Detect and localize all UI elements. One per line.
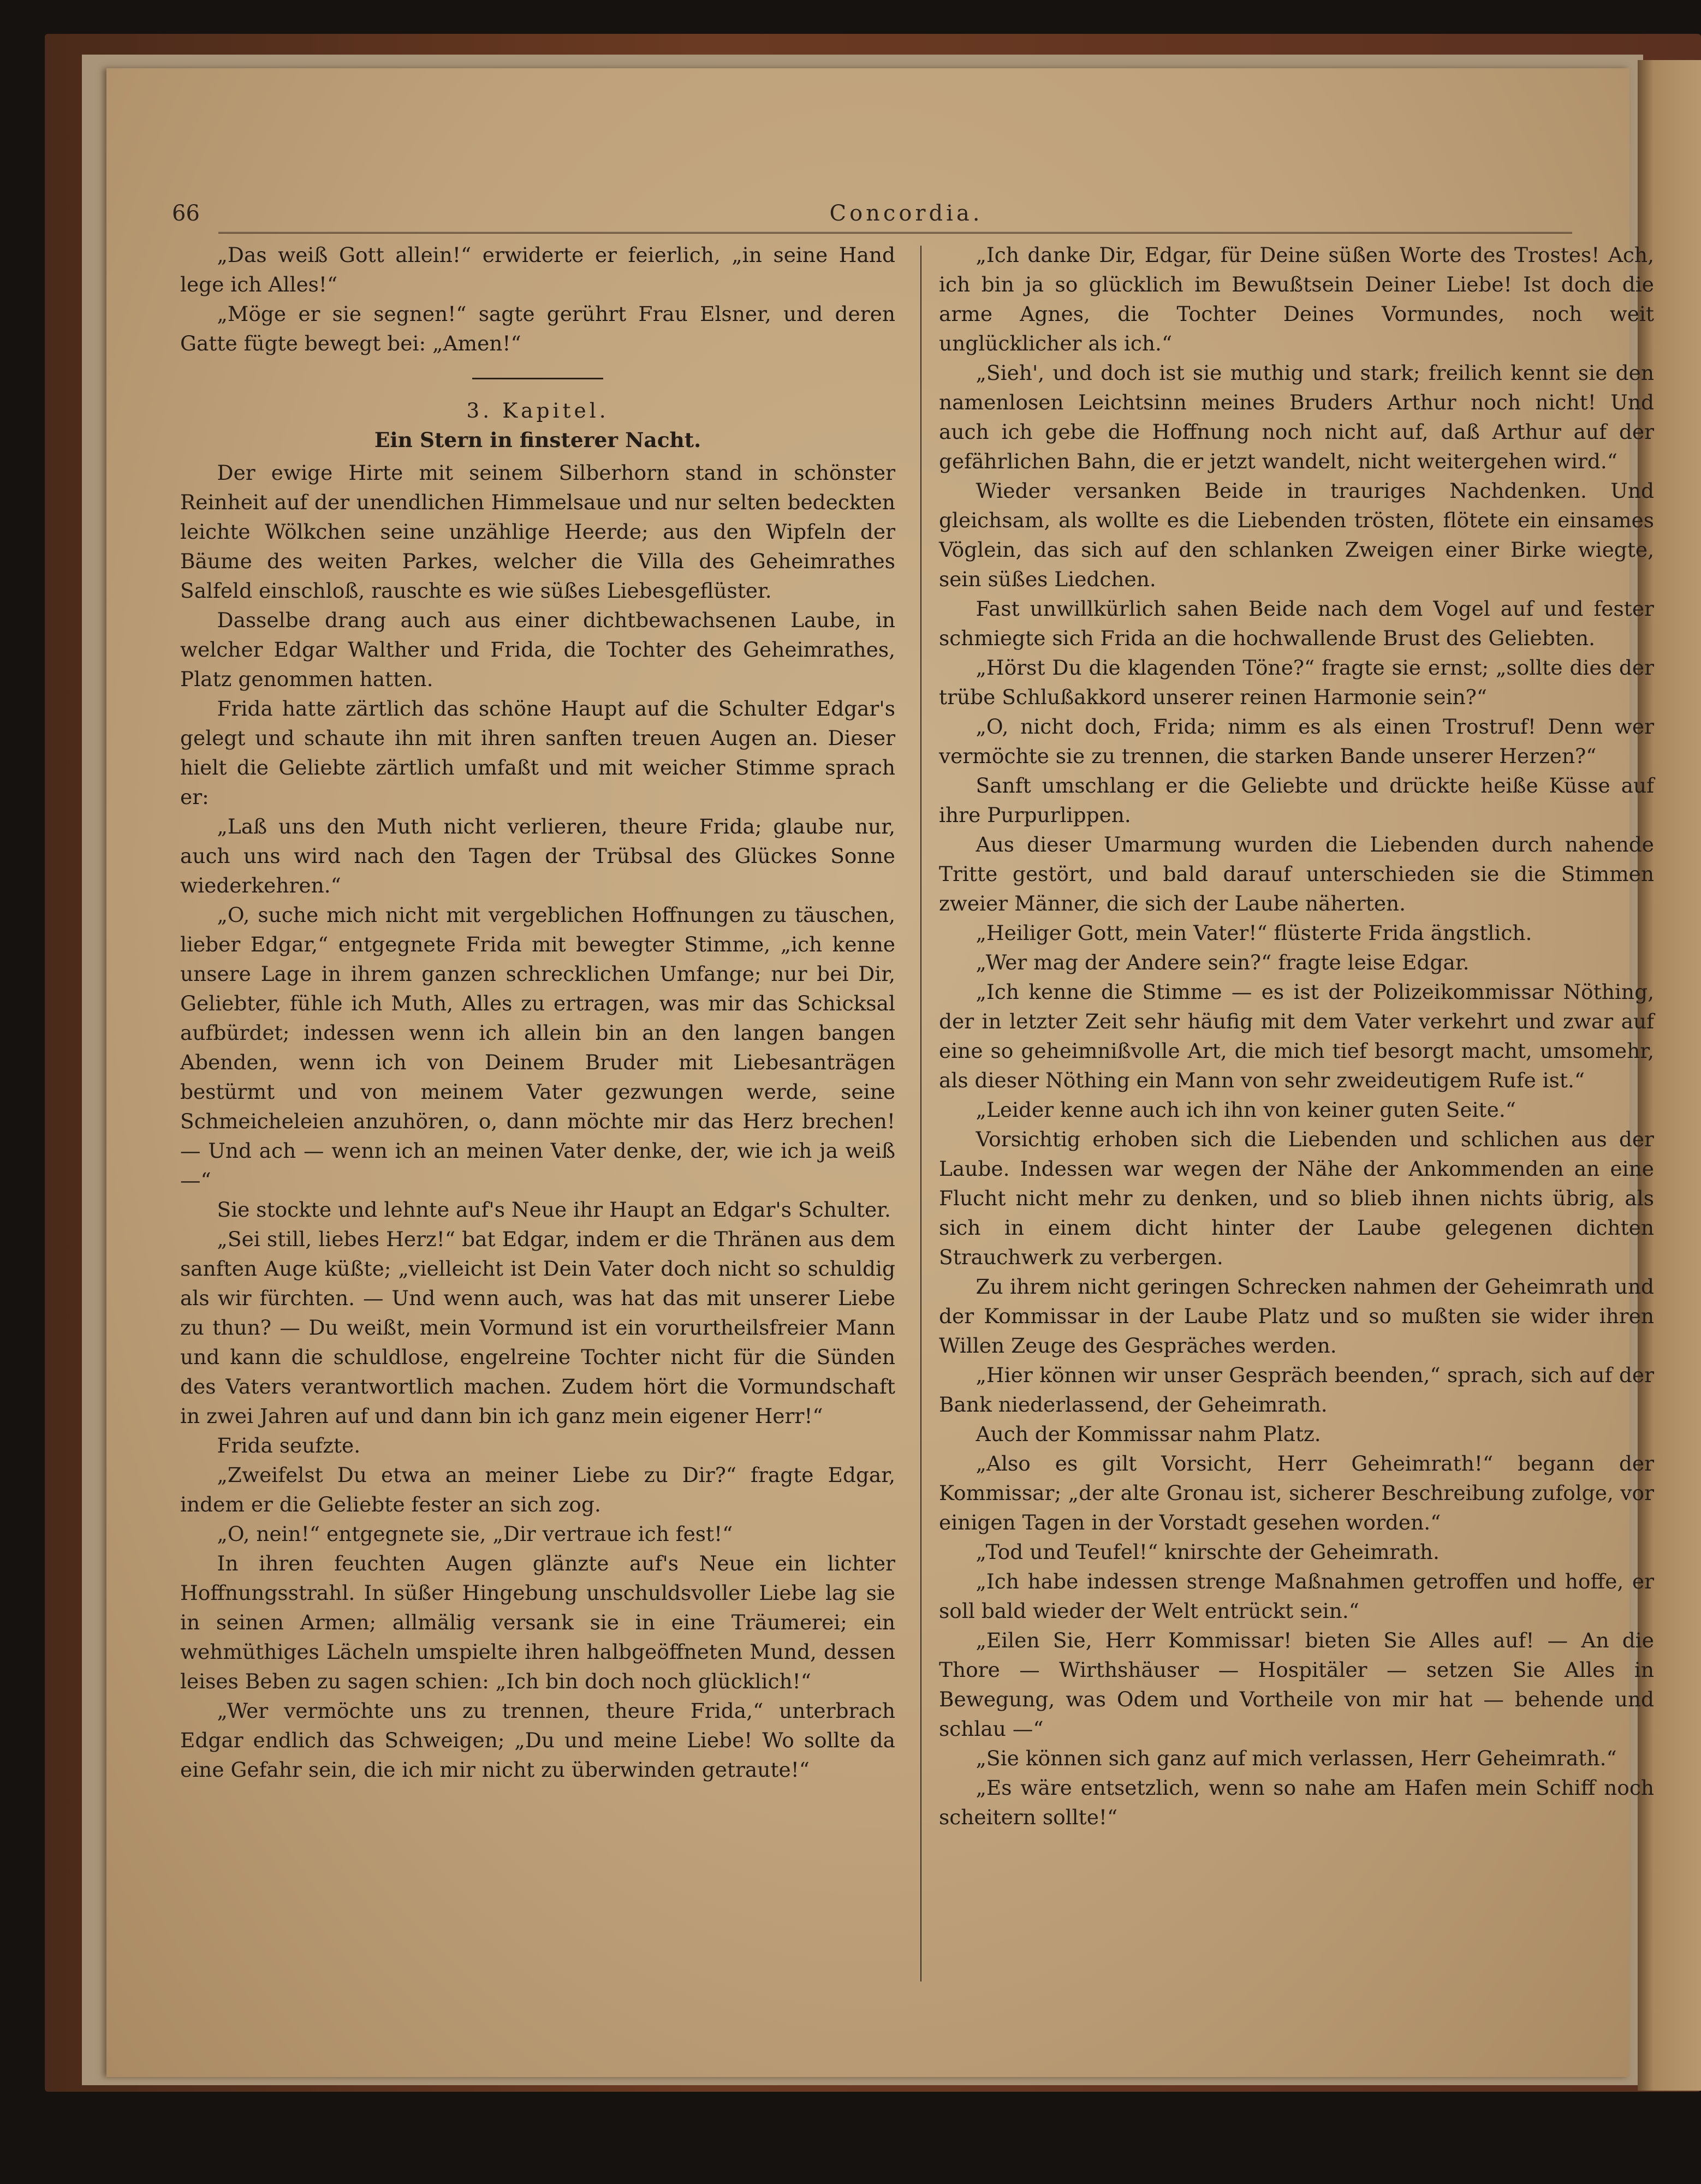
paragraph: Zu ihrem nicht geringen Schrecken nahmen der Geheimrath und der Kommissar in der Laube Platz und so mußten sie wider ihren Willen Zeuge des Gespräches werden. <box>939 1275 1654 1358</box>
running-title: Concordia. <box>829 201 983 226</box>
paragraph: „Leider kenne auch ich ihn von keiner guten Seite.“ <box>976 1098 1516 1122</box>
paragraph: „Hörst Du die klagenden Töne?“ fragte sie ernst; „sollte dies der trübe Schlußakkord unserer reinen Harmonie sein?“ <box>939 656 1654 709</box>
paragraph: „Sieh', und doch ist sie muthig und stark; freilich kennt sie den namenlosen Leichtsinn meines Bruders Arthur noch nicht! Und auch ich gebe die Hoffnung noch nicht auf, daß Arthur auf der gefährlichen Bahn, die er jetzt wandelt, nicht weitergehen wird.“ <box>939 361 1654 473</box>
paragraph: „Hier können wir unser Gespräch beenden,“ sprach, sich auf der Bank niederlassend, der Geheimrath. <box>939 1363 1654 1417</box>
paragraph: „O, nein!“ entgegnete sie, „Dir vertraue ich fest!“ <box>217 1522 733 1546</box>
paragraph: Wieder versanken Beide in trauriges Nachdenken. Und gleichsam, als wollte es die Liebenden trösten, flötete ein einsames Vöglein, das sich auf den schlanken Zweigen einer Birke wiegte, sein süßes Liedchen. <box>939 479 1654 591</box>
paragraph: „Es wäre entsetzlich, wenn so nahe am Hafen mein Schiff noch scheitern sollte!“ <box>939 1776 1654 1829</box>
paragraph: „Eilen Sie, Herr Kommissar! bieten Sie Alles auf! — An die Thore — Wirthshäuser — Hospitäler — setzen Sie Alles in Bewegung, was Odem und Vortheile von mir hat — behende und schlau —“ <box>939 1628 1654 1741</box>
paragraph: „Möge er sie segnen!“ sagte gerührt Frau Elsner, und deren Gatte fügte bewegt bei: „Amen!“ <box>180 302 895 355</box>
paragraph: „Ich danke Dir, Edgar, für Deine süßen Worte des Trostes! Ach, ich bin ja so glücklich im Bewußtsein Deiner Liebe! Ist doch die arme Agnes, die Tochter Deines Vormundes, noch weit unglücklicher als ich.“ <box>939 243 1654 355</box>
right-column <box>939 240 1654 1832</box>
paragraph: Fast unwillkürlich sahen Beide nach dem Vogel auf und fester schmiegte sich Frida an die hochwallende Brust des Geliebten. <box>939 597 1654 650</box>
paragraph: „Heiliger Gott, mein Vater!“ flüsterte Frida ängstlich. <box>976 921 1532 945</box>
paragraph: Sie stockte und lehnte auf's Neue ihr Haupt an Edgar's Schulter. <box>217 1198 891 1222</box>
paragraph: „Sei still, liebes Herz!“ bat Edgar, indem er die Thränen aus dem sanften Auge küßte; „vielleicht ist Dein Vater doch nicht so schuldig als wir fürchten. — Und wenn auch, was hat das mit unserer Liebe zu thun? — Du weißt, mein Vormund ist ein vorurtheilsfreier Mann und kann die schuldlose, engelreine Tochter nicht für die Sünden des Vaters verantwortlich machen. Zudem hört die Vormundschaft in zwei Jahren auf und dann bin ich ganz mein eigener Herr!“ <box>180 1227 895 1428</box>
paragraph: Dasselbe drang auch aus einer dichtbewachsenen Laube, in welcher Edgar Walther und Frida, die Tochter des Geheimrathes, Platz genommen hatten. <box>180 608 895 691</box>
paragraph: „Ich habe indessen strenge Maßnahmen getroffen und hoffe, er soll bald wieder der Welt entrückt sein.“ <box>939 1569 1654 1623</box>
paragraph: „O, nicht doch, Frida; nimm es als einen Trostruf! Denn wer vermöchte sie zu trennen, die starken Bande unserer Herzen?“ <box>939 715 1654 768</box>
paragraph: Sanft umschlang er die Geliebte und drückte heiße Küsse auf ihre Purpurlippen. <box>939 773 1654 827</box>
paragraph: Auch der Kommissar nahm Platz. <box>976 1422 1321 1446</box>
paragraph: „Laß uns den Muth nicht verlieren, theure Frida; glaube nur, auch uns wird nach den Tagen der Trübsal des Glückes Sonne wiederkehren.“ <box>180 814 895 897</box>
paragraph: „O, suche mich nicht mit vergeblichen Hoffnungen zu täuschen, lieber Edgar,“ entgegnete Frida mit bewegter Stimme, „ich kenne unsere Lage in ihrem ganzen schrecklichen Umfange; nur bei Dir, Geliebter, fühle ich Muth, Alles zu ertragen, was mir das Schicksal aufbürdet; indessen wenn ich allein bin an den langen bangen Abenden, wenn ich von Deinem Bruder mit Liebesanträgen bestürmt und von meinem Vater gezwungen werde, seine Schmeicheleien anzuhören, o, dann möchte mir das Herz brechen! — Und ach — wenn ich an meinen Vater denke, der, wie ich ja weiß —“ <box>180 903 895 1192</box>
header-rule <box>218 232 1572 234</box>
paragraph: „Tod und Teufel!“ knirschte der Geheimrath. <box>976 1540 1440 1564</box>
paragraph: Aus dieser Umarmung wurden die Liebenden durch nahende Tritte gestört, und bald darauf unterschieden sie die Stimmen zweier Männer, die sich der Laube näherten. <box>939 832 1654 915</box>
paragraph: Frida hatte zärtlich das schöne Haupt auf die Schulter Edgar's gelegt und schaute ihn mit ihren sanften treuen Augen an. Dieser hielt die Geliebte zärtlich umfaßt und mit weicher Stimme sprach er: <box>180 697 895 809</box>
chapter-title: Ein Stern in finsterer Nacht. <box>374 428 701 452</box>
page-number: 66 <box>172 201 200 226</box>
paragraph: „Sie können sich ganz auf mich verlassen, Herr Geheimrath.“ <box>976 1746 1617 1770</box>
paragraph: „Wer mag der Andere sein?“ fragte leise Edgar. <box>976 950 1470 974</box>
left-column <box>180 240 895 1784</box>
paragraph: „Also es gilt Vorsicht, Herr Geheimrath!“ begann der Kommissar; „der alte Gronau ist, sicherer Beschreibung zufolge, vor einigen Tagen in der Vorstadt gesehen worden.“ <box>939 1451 1654 1534</box>
paragraph: „Ich kenne die Stimme — es ist der Polizeikommissar Nöthing, der in letzter Zeit sehr häufig mit dem Vater verkehrt und zwar auf eine so geheimnißvolle Art, die mich tief besorgt macht, umsomehr, als dieser Nöthing ein Mann von sehr zweideutigem Rufe ist.“ <box>939 980 1654 1092</box>
paragraph: Frida seufzte. <box>217 1433 361 1457</box>
paragraph: In ihren feuchten Augen glänzte auf's Neue ein lichter Hoffnungsstrahl. In süßer Hingebung unschuldsvoller Liebe lag sie in seinen Armen; allmälig versank sie in eine Träumerei; ein wehmüthiges Lächeln umspielte ihren halbgeöffneten Mund, dessen leises Beben zu sagen schien: „Ich bin doch noch glücklich!“ <box>180 1551 895 1693</box>
paragraph: „Das weiß Gott allein!“ erwiderte er feierlich, „in seine Hand lege ich Alles!“ <box>180 243 895 296</box>
paragraph: „Wer vermöchte uns zu trennen, theure Frida,“ unterbrach Edgar endlich das Schweigen; „Du und meine Liebe! Wo sollte da eine Gefahr sein, die ich mir nicht zu überwinden getraute!“ <box>180 1699 895 1782</box>
paragraph: Vorsichtig erhoben sich die Liebenden und schlichen aus der Laube. Indessen war wegen der Nähe der Ankommenden an eine Flucht nicht mehr zu denken, und so blieb ihnen nichts übrig, als sich in einem dicht hinter der Laube gelegenen dichten Strauchwerk zu verbergen. <box>939 1127 1654 1269</box>
chapter-number: 3. Kapitel. <box>466 398 609 422</box>
paragraph: Der ewige Hirte mit seinem Silberhorn stand in schönster Reinheit auf der unendlichen Himmelsaue und nur selten bedeckten leichte Wölkchen seine unzählige Heerde; aus den Wipfeln der Bäume des weiten Parkes, welcher die Villa des Geheimrathes Salfeld einschloß, rauschte es wie süßes Liebesgeflüster. <box>180 461 895 603</box>
column-divider <box>920 246 921 1981</box>
chapter-rule <box>472 378 603 379</box>
paragraph: „Zweifelst Du etwa an meiner Liebe zu Dir?“ fragte Edgar, indem er die Geliebte fester an sich zog. <box>180 1463 895 1516</box>
